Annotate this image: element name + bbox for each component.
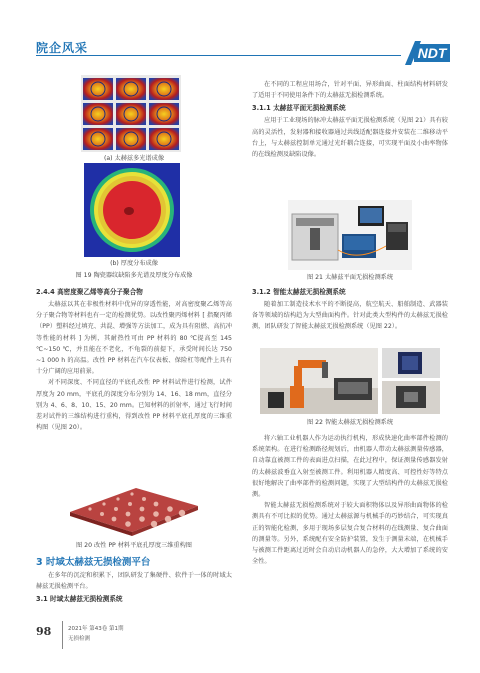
paragraph: 对不同深度、不同直径的平底孔改性 PP 材料试件进行检测，试件厚度为 20 mm，平底孔的深度分布分别为 14、16、18 mm，直径分别为 4、6、8、10、15、20 mm。已知材料的折射率，通过飞行时间差对试件的三维结构进行重构，得到改性 PP 材料平底孔厚度的三维重构图（见图 20）。: [36, 379, 232, 432]
fig22-caption: 图 22 智能太赫兹无损检测系统: [306, 419, 394, 426]
fig19a-caption: (a) 太赫兹多光谱成像: [103, 155, 165, 162]
journal-name: 无损检测: [68, 636, 91, 642]
section-3-1-1-title: 3.1.1 太赫兹平面无损检测系统: [252, 104, 346, 113]
paragraph: 在不同的工程应用场合，针对平面、异形曲面、柱面结构材料研发了适用于不同使用条件下的太赫兹无损检测系统。: [252, 81, 448, 100]
section-3-1-2: [252, 285, 448, 333]
journal-issue: 2021年 第43卷 第1期: [68, 626, 124, 632]
right-tail-block: [252, 433, 448, 567]
journal-info: [68, 624, 124, 644]
section-3-title: 3 时域太赫兹无损检测平台: [36, 557, 151, 568]
fig21-planar-system-image: [288, 200, 412, 270]
paragraph: 智能太赫兹无损检测系统对于较大面积物体以及异形曲面物体的检测具有不可比拟的优势。通过太赫兹源与机械手的巧妙结合，可实现真正的智能化检测，多用于现场多层复合复合材料的在线测量、复合曲面的测量等。另外，系统配有安全防护装置，发生于测量末端，在机械手与被测工件距离过近时会自动启动机器人的急停，大大增加了系统的安全性。: [252, 502, 448, 566]
section-3-1-2-title: 3.1.2 智能太赫兹无损检测系统: [252, 288, 346, 296]
fig21-caption: 图 21 太赫兹平面无损检测系统: [306, 274, 394, 281]
section-2-4-4: [36, 285, 232, 433]
header-rule: [36, 55, 401, 56]
fig19-caption: 图 19 陶瓷器纹缺陷多光谱及厚度分布成像: [75, 272, 193, 279]
section-3: [36, 556, 232, 606]
fig20-3d-reconstruction-image: [66, 482, 202, 536]
svg-text:NDT: NDT: [417, 45, 447, 61]
fig19a-multispectral-image: [81, 75, 181, 152]
fig19b-thickness-image: [84, 163, 180, 257]
section-2-4-4-title: 2.4.4 高密度聚乙烯等高分子聚合物: [36, 288, 143, 296]
paragraph: 随着加工制造技术水平的不断提高，航空航天、船舶制造、武器装备等领域的结构趋为大型曲面构件。针对此类大型构件的太赫兹无损检测，团队研发了智能太赫兹无损检测系统（见图 22）。: [252, 301, 448, 331]
paragraph: 太赫兹以其在非极性材料中优异的穿透性能，对高密度聚乙烯等高分子聚合物等材料也有一定的检测优势。以改性聚丙烯材料 [ 指聚丙烯（PP）塑料经过填充、共混、增强等方法加工，成为具有阻燃、高抗冲等性能的材料 ] 为例，其耐热性可由 PP 材料的 80 ℃提高至 145 ℃~150 ℃，并且能在不老化，不龟裂的前提下，承受时间长达 750 ~1 000 h 的高温。改性 PP 材料在汽车仪表板、保险杠等配件上具有十分广阔的应用前景。: [36, 301, 232, 376]
paragraph: 应用于工业现场的脉冲太赫兹平面无损检测系统（见图 21）具有较高的灵活性，发射器和接收器通过共线适配器连接并安装在二维移动平台上，与太赫兹控制单元通过光纤耦合连接，可实现平面及小曲率物体的在线检测及缺陷设像。: [252, 117, 448, 159]
fig19b-caption: (b) 厚度分布成像: [110, 260, 158, 267]
section-3-1-title: 3.1 时域太赫兹无损检测系统: [36, 595, 123, 604]
right-intro-block: [252, 79, 448, 160]
fig22-robot-system-image: [260, 348, 440, 414]
paragraph: 在多年的沉淀和积累下，团队研发了集硬件、软件于一体的时域太赫兹无损检测平台。: [36, 572, 232, 591]
paragraph: 将六轴工业机器人作为运动执行机构，形成快速化曲率部件检测的系统架构。在进行检测路径规划后，由机器人带动太赫兹测量传感器，自动靠直被测工件的表面进点扫描，在此过程中，保证测量传感器发射的太赫兹波垂直入射至被测工件。利用机器人精度高、可控性好等特点很好地解决了曲率部件的检测问题，实现了大型结构件的太赫兹无损检测。: [252, 435, 448, 499]
fig20-caption: 图 20 改性 PP 材料平底孔厚度三维重构图: [75, 542, 192, 549]
section-label: 院企风采: [36, 41, 89, 55]
page-header: [0, 0, 480, 72]
ndt-logo: [405, 41, 451, 65]
page-number: 98: [36, 625, 52, 638]
footer-divider: [62, 621, 63, 649]
